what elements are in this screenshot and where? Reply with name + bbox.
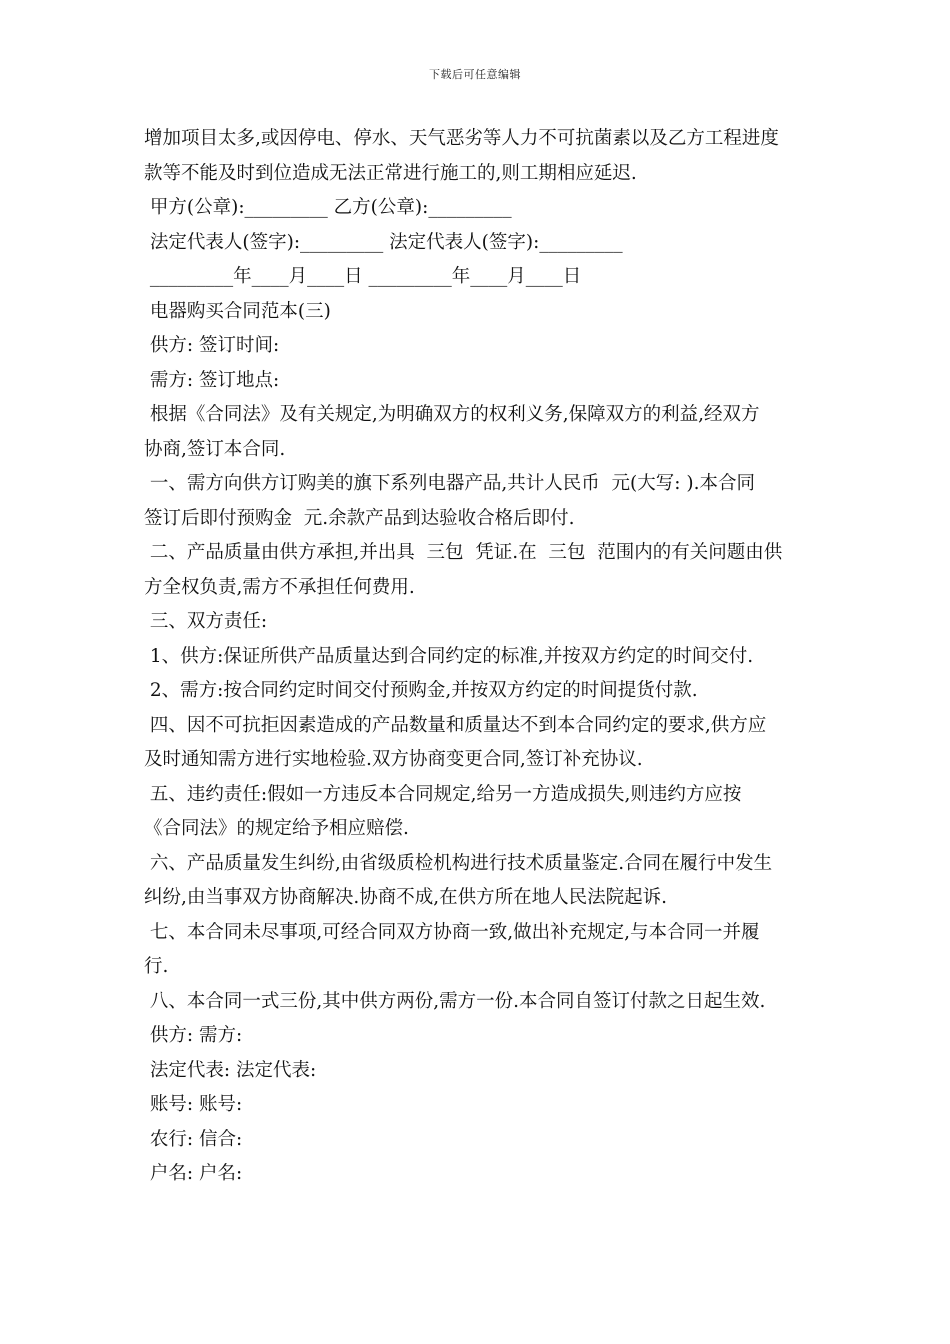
text-line: 方全权负责,需方不承担任何费用. (144, 576, 415, 598)
text-line: 协商,签订本合同. (144, 438, 286, 460)
page-header: 下载后可任意编辑 (429, 68, 521, 81)
clause-7: 七、本合同未尽事项,可经合同双方协商一致,做出补充规定,与本合同一并履 (144, 921, 760, 943)
clause-6: 六、产品质量发生纠纷,由省级质检机构进行技术质量鉴定.合同在履行中发生 (144, 852, 773, 874)
clause-3: 三、双方责任: (144, 611, 268, 632)
clause-8: 八、本合同一式三份,其中供方两份,需方一份.本合同自签订付款之日起生效. (144, 990, 766, 1012)
document-body (144, 122, 808, 1192)
text-line: 款等不能及时到位造成无法正常进行施工的,则工期相应延迟. (144, 162, 637, 184)
signature-line-representative: 法定代表人(签字):_________ 法定代表人(签字):_________ (144, 231, 623, 253)
text-line: 签订后即付预购金 元.余款产品到达验收合格后即付. (144, 507, 575, 529)
buyer-sign-place: 需方: 签订地点: (144, 369, 280, 391)
signature-bank: 农行: 信合: (144, 1128, 243, 1150)
text-line: 及时通知需方进行实地检验.双方协商变更合同,签订补充协议. (144, 749, 643, 770)
text-line: 《合同法》的规定给予相应赔偿. (144, 818, 409, 839)
clause-2: 二、产品质量由供方承担,并出具 三包 凭证.在 三包 范围内的有关问题由供 (144, 542, 783, 563)
clause-4: 四、因不可抗拒因素造成的产品数量和质量达不到本合同约定的要求,供方应 (144, 714, 767, 736)
text-line: 根据《合同法》及有关规定,为明确双方的权利义务,保障双方的利益,经双方 (144, 404, 760, 425)
supplier-sign-time: 供方: 签订时间: (144, 335, 280, 356)
text-line: 行. (144, 956, 169, 977)
clause-5: 五、违约责任:假如一方违反本合同规定,给另一方造成损失,则违约方应按 (144, 783, 742, 805)
signature-line-company-seal: 甲方(公章):_________ 乙方(公章):_________ (144, 197, 512, 218)
section-title: 电器购买合同范本(三) (144, 300, 331, 322)
signature-account-name: 户名: 户名: (144, 1163, 243, 1184)
signature-party: 供方: 需方: (144, 1025, 243, 1046)
signature-representative: 法定代表: 法定代表: (144, 1059, 317, 1081)
clause-1: 一、需方向供方订购美的旗下系列电器产品,共计人民币 元(大写: ).本合同 (144, 473, 755, 494)
clause-3-1: 1、供方:保证所供产品质量达到合同约定的标准,并按双方约定的时间交付. (144, 645, 754, 667)
text-line: 纠纷,由当事双方协商解决.协商不成,在供方所在地人民法院起诉. (144, 887, 668, 908)
signature-account: 账号: 账号: (144, 1094, 243, 1115)
signature-line-date: _________年____月____日 _________年____月____日 (144, 266, 582, 287)
clause-3-2: 2、需方:按合同约定时间交付预购金,并按双方约定的时间提货付款. (144, 680, 698, 701)
text-line: 增加项目太多,或因停电、停水、天气恶劣等人力不可抗菌素以及乙方工程进度 (144, 128, 779, 149)
